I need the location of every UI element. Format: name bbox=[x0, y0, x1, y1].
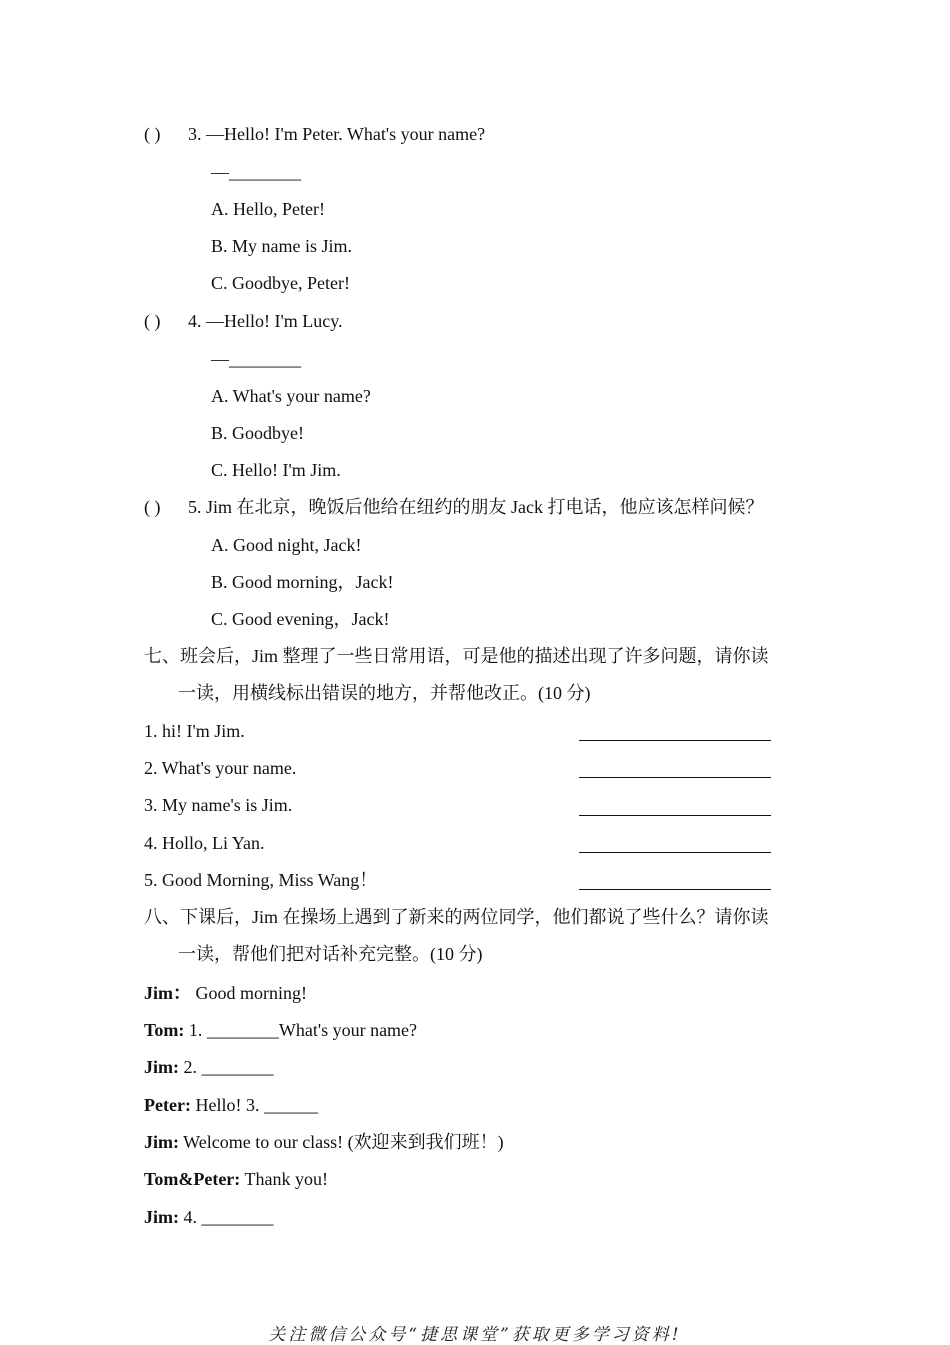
option-c: C. Goodbye, Peter! bbox=[211, 273, 350, 293]
correction-item-3: 3. My name's is Jim. bbox=[144, 795, 293, 815]
correction-item-5: 5. Good Morning, Miss Wang！ bbox=[144, 870, 378, 890]
option-c: C. Hello! I'm Jim. bbox=[211, 460, 341, 480]
utterance: Thank you! bbox=[240, 1169, 328, 1189]
speaker-sep: ： bbox=[173, 983, 191, 1003]
utterance[interactable]: 2. ________ bbox=[179, 1057, 274, 1077]
answer-blank[interactable]: —________ bbox=[211, 162, 301, 182]
dialogue-line-5 bbox=[144, 1131, 504, 1153]
dialogue-line-2[interactable] bbox=[144, 1019, 417, 1041]
section-7-title: 七、班会后，Jim 整理了一些日常用语，可是他的描述出现了许多问题，请你读 bbox=[144, 646, 769, 666]
correction-item-4: 4. Hollo, Li Yan. bbox=[144, 833, 265, 853]
correction-blank-5[interactable] bbox=[579, 889, 771, 890]
dialogue-line-3[interactable] bbox=[144, 1056, 274, 1078]
option-b: B. My name is Jim. bbox=[211, 236, 353, 256]
section-8-title: 八、下课后，Jim 在操场上遇到了新来的两位同学，他们都说了些什么？请你读 bbox=[144, 907, 769, 927]
answer-blank[interactable]: —________ bbox=[211, 349, 301, 369]
speaker: Peter: bbox=[144, 1095, 191, 1115]
option-b: B. Good morning，Jack! bbox=[211, 572, 394, 592]
speaker: Tom: bbox=[144, 1020, 185, 1040]
correction-blank-4[interactable] bbox=[579, 852, 771, 853]
option-b: B. Goodbye! bbox=[211, 423, 304, 443]
answer-paren[interactable]: ( ) bbox=[144, 124, 161, 144]
correction-item-1: 1. hi! I'm Jim. bbox=[144, 721, 245, 741]
correction-blank-1[interactable] bbox=[579, 740, 771, 741]
answer-paren[interactable]: ( ) bbox=[144, 311, 161, 331]
question-stem: 4. —Hello! I'm Lucy. bbox=[188, 311, 343, 331]
utterance[interactable]: 4. ________ bbox=[179, 1207, 274, 1227]
section-7-title-cont: 一读，用横线标出错误的地方，并帮他改正。(10 分) bbox=[178, 683, 591, 703]
dialogue-line-1 bbox=[144, 982, 307, 1004]
utterance: Welcome to our class! (欢迎来到我们班！) bbox=[179, 1132, 504, 1152]
answer-paren[interactable]: ( ) bbox=[144, 497, 161, 517]
question-stem: 3. —Hello! I'm Peter. What's your name? bbox=[188, 124, 486, 144]
speaker: Jim: bbox=[144, 1207, 179, 1227]
option-a: A. What's your name? bbox=[211, 386, 371, 406]
option-a: A. Good night, Jack! bbox=[211, 535, 362, 555]
utterance[interactable]: Hello! 3. ______ bbox=[190, 1095, 318, 1115]
speaker: Jim bbox=[144, 983, 173, 1003]
option-c: C. Good evening，Jack! bbox=[211, 609, 390, 629]
option-a: A. Hello, Peter! bbox=[211, 199, 325, 219]
dialogue-line-7[interactable] bbox=[144, 1206, 274, 1228]
correction-blank-2[interactable] bbox=[579, 777, 771, 778]
correction-item-2: 2. What's your name. bbox=[144, 758, 297, 778]
question-stem: 5. Jim 在北京，晚饭后他给在纽约的朋友 Jack 打电话，他应该怎样问候？ bbox=[188, 497, 764, 517]
footer-note: 关注微信公众号“捷思课堂”获取更多学习资料! bbox=[268, 1325, 682, 1345]
utterance: Good morning! bbox=[191, 983, 307, 1003]
speaker: Tom&Peter: bbox=[144, 1169, 241, 1189]
dialogue-line-4[interactable] bbox=[144, 1094, 318, 1116]
correction-blank-3[interactable] bbox=[579, 815, 771, 816]
section-8-title-cont: 一读，帮他们把对话补充完整。(10 分) bbox=[178, 944, 483, 964]
speaker: Jim: bbox=[144, 1057, 179, 1077]
speaker: Jim: bbox=[144, 1132, 179, 1152]
dialogue-line-6 bbox=[144, 1168, 328, 1190]
utterance[interactable]: 1. ________What's your name? bbox=[184, 1020, 418, 1040]
